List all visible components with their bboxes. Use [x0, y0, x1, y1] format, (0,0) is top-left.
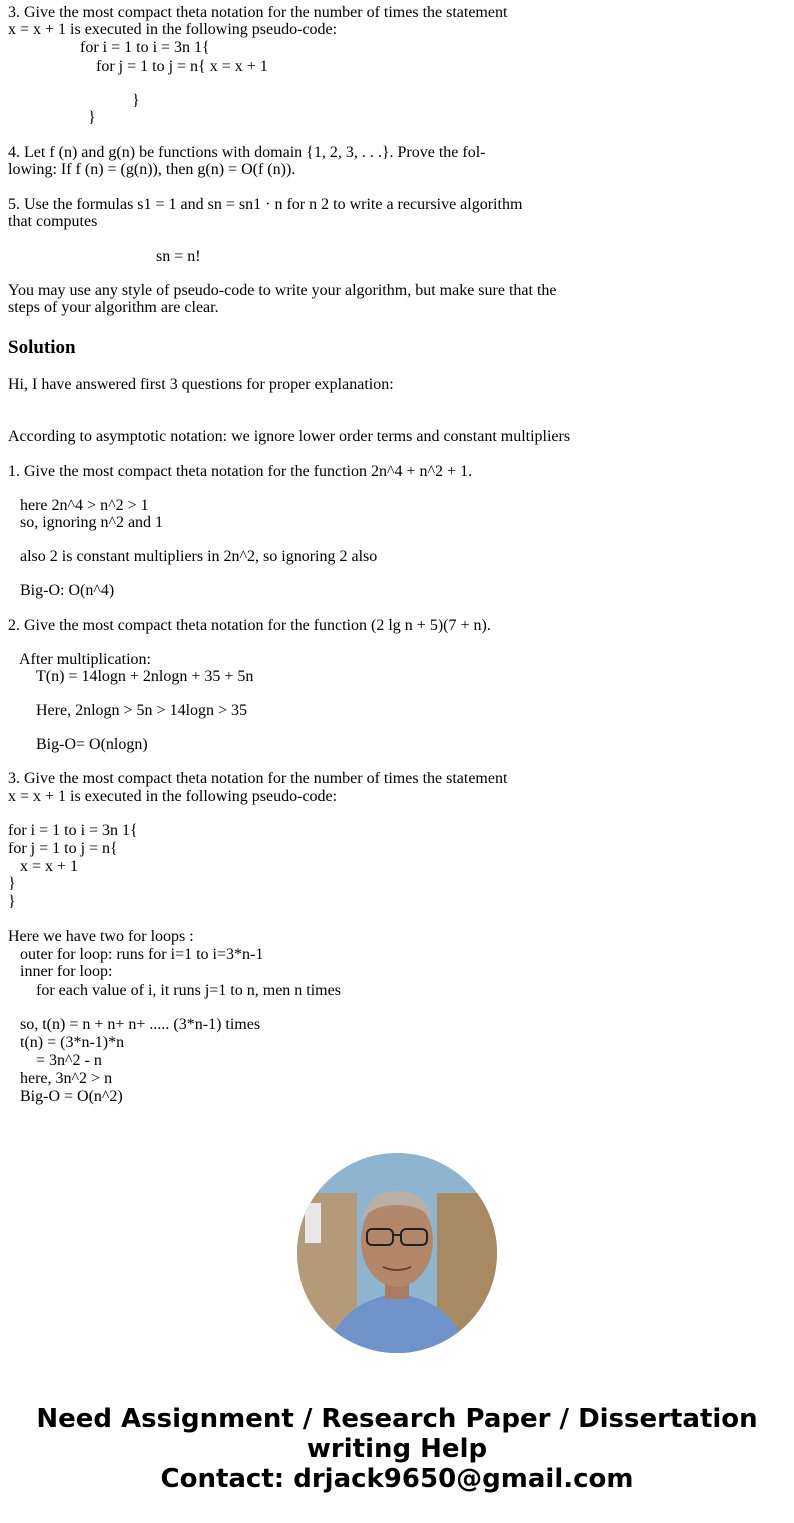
- solution-note: According to asymptotic notation: we ignore lower order terms and constant multipliers: [8, 428, 571, 445]
- a3-line: so, t(n) = n + n+ n+ ..... (3*n-1) times: [20, 1016, 261, 1033]
- q4-line: lowing: If f (n) = (g(n)), then g(n) = O(f (n)).: [8, 161, 296, 178]
- a2-line: Big-O= O(nlogn): [36, 736, 148, 753]
- a3-line: 3. Give the most compact theta notation for the number of times the statement: [8, 770, 508, 787]
- a3-code: }: [8, 875, 16, 892]
- a2-line: After multiplication:: [19, 651, 151, 668]
- q3-code: for j = 1 to j = n{ x = x + 1: [96, 58, 268, 75]
- a1-line: Big-O: O(n^4): [20, 582, 115, 599]
- q5-line: that computes: [8, 213, 98, 230]
- a1-line: also 2 is constant multipliers in 2n^2, so ignoring 2 also: [20, 548, 378, 565]
- author-avatar: [297, 1153, 497, 1353]
- a3-line: here, 3n^2 > n: [20, 1070, 113, 1087]
- a3-code: }: [8, 893, 16, 910]
- footer-line: writing Help: [306, 1434, 488, 1464]
- a2-line: T(n) = 14logn + 2nlogn + 35 + 5n: [36, 668, 254, 685]
- a3-line: for each value of i, it runs j=1 to n, men n times: [36, 982, 341, 999]
- a3-code: for i = 1 to i = 3n 1{: [8, 822, 138, 839]
- q3-code: }: [88, 109, 96, 126]
- a2-line: 2. Give the most compact theta notation for the function (2 lg n + 5)(7 + n).: [8, 617, 491, 634]
- q3-line: x = x + 1 is executed in the following pseudo-code:: [8, 21, 338, 38]
- q5-formula: sn = n!: [156, 248, 201, 265]
- footer-line: Need Assignment / Research Paper / Dissertation: [36, 1404, 758, 1434]
- solution-heading: Solution: [8, 337, 76, 358]
- a1-line: 1. Give the most compact theta notation for the function 2n^4 + n^2 + 1.: [8, 463, 473, 480]
- a3-line: Big-O = O(n^2): [20, 1088, 123, 1105]
- q5-line: steps of your algorithm are clear.: [8, 299, 219, 316]
- q3-line: 3. Give the most compact theta notation for the number of times the statement: [8, 4, 508, 21]
- portrait-image: [297, 1153, 497, 1353]
- q3-code: }: [132, 92, 140, 109]
- a3-code: x = x + 1: [20, 858, 79, 875]
- footer-contact: Contact: drjack9650@gmail.com: [160, 1464, 634, 1494]
- a1-line: so, ignoring n^2 and 1: [20, 514, 164, 531]
- a3-line: t(n) = (3*n-1)*n: [20, 1034, 125, 1051]
- a1-line: here 2n^4 > n^2 > 1: [20, 497, 149, 514]
- solution-intro: Hi, I have answered first 3 questions for proper explanation:: [8, 376, 394, 393]
- q4-line: 4. Let f (n) and g(n) be functions with domain {1, 2, 3, . . .}. Prove the fol-: [8, 144, 486, 161]
- a3-code: for j = 1 to j = n{: [8, 840, 118, 857]
- q5-line: You may use any style of pseudo-code to write your algorithm, but make sure that the: [8, 282, 557, 299]
- a3-line: = 3n^2 - n: [36, 1052, 102, 1069]
- a3-line: Here we have two for loops :: [8, 928, 194, 945]
- a3-line: inner for loop:: [20, 963, 113, 980]
- a2-line: Here, 2nlogn > 5n > 14logn > 35: [36, 702, 248, 719]
- q3-code: for i = 1 to i = 3n 1{: [80, 39, 210, 56]
- a3-line: outer for loop: runs for i=1 to i=3*n-1: [20, 946, 264, 963]
- a3-line: x = x + 1 is executed in the following pseudo-code:: [8, 788, 338, 805]
- q5-line: 5. Use the formulas s1 = 1 and sn = sn1 · n for n 2 to write a recursive algorithm: [8, 196, 523, 213]
